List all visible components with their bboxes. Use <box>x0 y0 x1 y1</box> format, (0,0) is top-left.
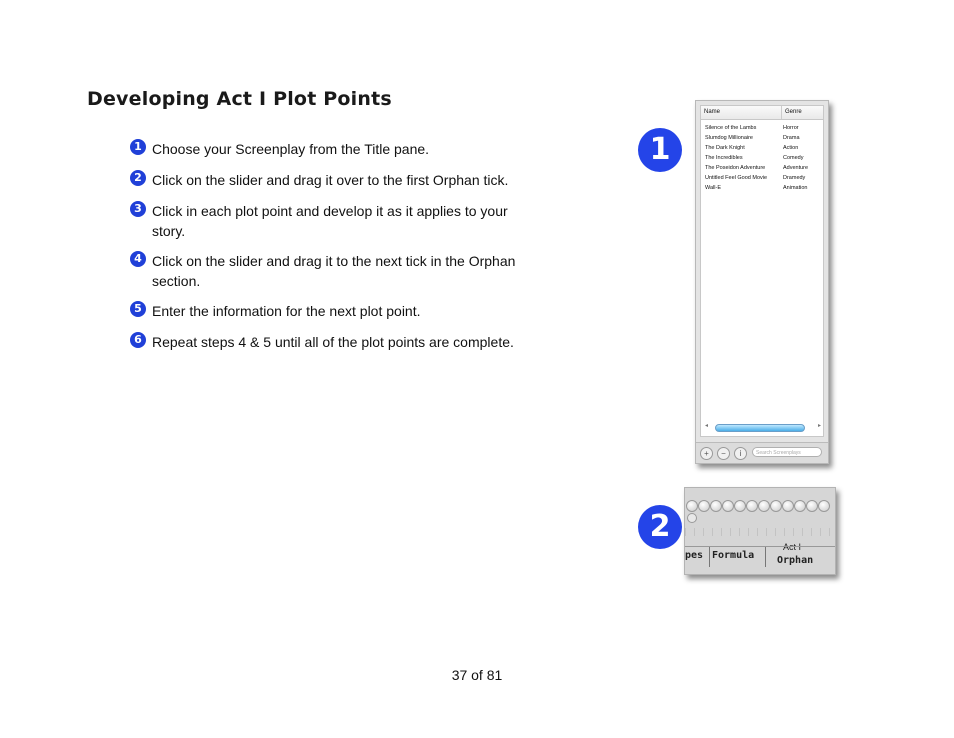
tab-divider <box>765 547 766 567</box>
scroll-left-icon[interactable]: ◂ <box>705 423 709 429</box>
screenplay-genre: Action <box>783 145 799 151</box>
bead[interactable] <box>770 500 782 512</box>
screenplay-genre: Drama <box>783 135 800 141</box>
step-number-badge: 4 <box>130 251 146 267</box>
step-number-badge: 1 <box>130 139 146 155</box>
bead[interactable] <box>794 500 806 512</box>
bead[interactable] <box>686 500 698 512</box>
list-item[interactable] <box>701 133 823 143</box>
list-item[interactable] <box>701 143 823 153</box>
list-item[interactable] <box>701 173 823 183</box>
screenplay-genre: Animation <box>783 185 808 191</box>
pane-toolbar <box>696 442 828 463</box>
step-text: Enter the information for the next plot point. <box>152 303 421 319</box>
bead[interactable] <box>746 500 758 512</box>
step-text: Click on the slider and drag it over to the first Orphan tick. <box>152 172 509 188</box>
remove-screenplay-button[interactable]: − <box>717 447 730 460</box>
list-header <box>701 106 823 120</box>
page-number: 37 of 81 <box>451 667 503 683</box>
scroll-right-icon[interactable]: ▸ <box>817 423 821 429</box>
slider-screenshot <box>684 487 836 575</box>
screenplay-name: Silence of the Lambs <box>705 125 757 131</box>
step-item <box>130 251 540 291</box>
step-text: Click in each plot point and develop it as it applies to your story. <box>152 203 508 239</box>
column-header-genre[interactable]: Genre <box>781 106 802 119</box>
column-header-name[interactable]: Name <box>704 109 721 115</box>
callout-1-badge: 1 <box>638 128 682 172</box>
plot-point-beads <box>685 500 835 512</box>
list-item[interactable] <box>701 183 823 193</box>
step-item <box>130 139 540 159</box>
list-item[interactable] <box>701 123 823 133</box>
screenplay-genre: Comedy <box>783 155 804 161</box>
page-title: Developing Act I Plot Points <box>87 88 392 110</box>
step-text: Click on the slider and drag it to the next tick in the Orphan section. <box>152 253 516 289</box>
section-tabs <box>685 546 835 567</box>
slider-knob[interactable] <box>687 513 697 523</box>
step-item <box>130 201 540 241</box>
bead[interactable] <box>722 500 734 512</box>
step-item <box>130 301 540 321</box>
horizontal-scrollbar[interactable] <box>705 422 821 432</box>
callout-2-badge: 2 <box>638 505 682 549</box>
screenplay-genre: Adventure <box>783 165 809 171</box>
scrollbar-thumb[interactable] <box>715 424 805 432</box>
slider-ticks <box>685 528 835 536</box>
act-label: Act I <box>783 542 802 552</box>
tab-formula[interactable]: Formula <box>712 550 755 561</box>
list-item[interactable] <box>701 163 823 173</box>
screenplay-name: The Poseidon Adventure <box>705 165 766 171</box>
bead[interactable] <box>758 500 770 512</box>
screenplay-name: Wall-E <box>705 185 721 191</box>
bead[interactable] <box>782 500 794 512</box>
bead[interactable] <box>710 500 722 512</box>
steps-list <box>130 139 540 363</box>
info-button[interactable]: i <box>734 447 747 460</box>
search-input[interactable]: Search Screenplays <box>752 447 822 457</box>
bead[interactable] <box>698 500 710 512</box>
list-item[interactable] <box>701 153 823 163</box>
screenplay-name: The Dark Knight <box>705 145 745 151</box>
bead[interactable] <box>734 500 746 512</box>
step-text: Repeat steps 4 & 5 until all of the plot points are complete. <box>152 334 514 350</box>
step-number-badge: 3 <box>130 201 146 217</box>
step-text: Choose your Screenplay from the Title pane. <box>152 141 430 157</box>
screenplay-name: Untitled Feel Good Movie <box>705 175 768 181</box>
tab-orphan[interactable]: Orphan <box>777 555 814 566</box>
screenplay-list <box>700 105 824 437</box>
bead[interactable] <box>818 500 830 512</box>
tab-partial[interactable]: pes <box>685 550 704 561</box>
tab-divider <box>709 547 710 567</box>
screenplay-genre: Horror <box>783 125 799 131</box>
screenplay-genre: Dramedy <box>783 175 806 181</box>
step-number-badge: 2 <box>130 170 146 186</box>
step-item <box>130 332 540 352</box>
screenplay-name: Slumdog Millionaire <box>705 135 753 141</box>
bead[interactable] <box>806 500 818 512</box>
add-screenplay-button[interactable]: + <box>700 447 713 460</box>
screenplay-name: The Incredibles <box>705 155 743 161</box>
step-number-badge: 5 <box>130 301 146 317</box>
step-item <box>130 170 540 190</box>
title-pane-screenshot <box>695 100 829 464</box>
step-number-badge: 6 <box>130 332 146 348</box>
